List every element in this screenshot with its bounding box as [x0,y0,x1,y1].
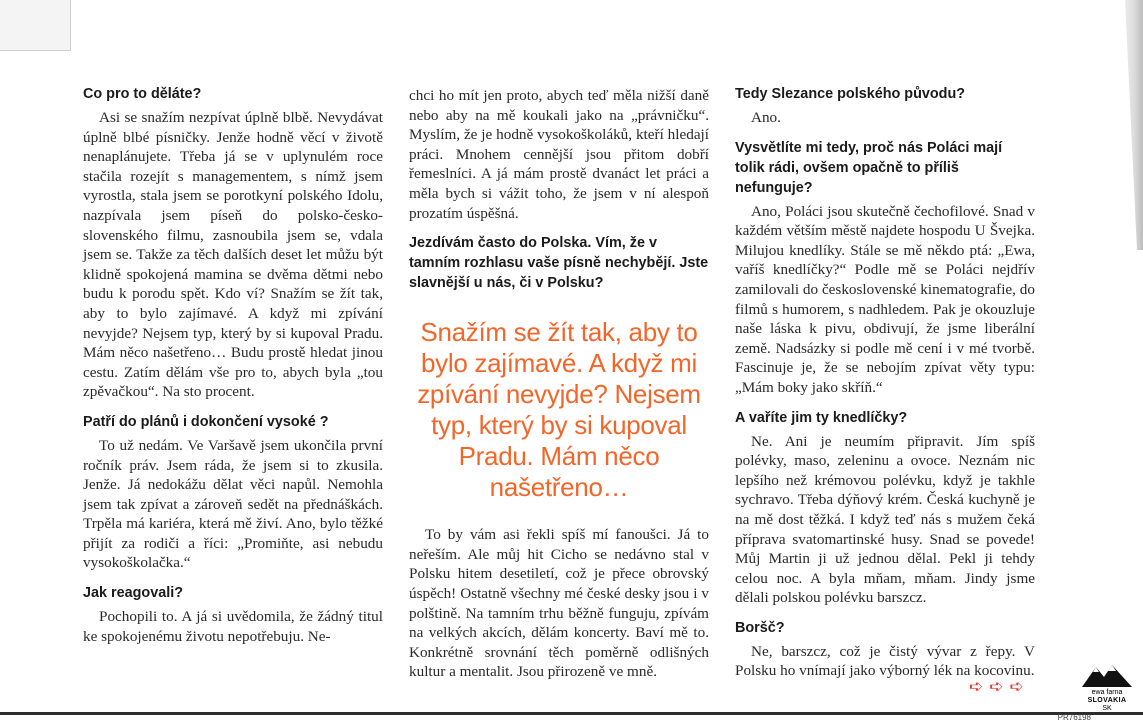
question-heading: Patří do plánů i dokončení vysoké ? [83,413,329,430]
answer-paragraph: Ne, barszcz, což je čistý vývar z řepy. V Polsku ho vnímají jako výborný lék na kocovinu. [735,642,1035,680]
page-code: PR76198 [1057,713,1091,722]
answer-paragraph: Pochopili to. A já si uvědomila, že žádný titul ke spokojenému životu nepotřebuju. Ne- [83,608,383,645]
question-heading: Boršč? [735,619,785,636]
question-heading: Co pro to děláte? [83,86,202,102]
question-heading: Jezdívám často do Polska. Vím, že v tamním rozhlasu vaše písně nechybějí. Jste slavnější u nás, či v Polsku? [409,235,709,292]
answer-paragraph: To už nedám. Ve Varšavě jsem ukončila první ročník práv. Jsem ráda, že jsem si to zkusila. Jenže. Já nedokážu dělat věci napůl. Nemohla jsem tak zpívat a zároveň sedět na přednáškách. Trpěla má kariéra, která mě živí. Ano, bylo těžké přijít za rodiči a říci: „Promiňte, asi nebudu vysokoškolačka.“ [83,436,383,572]
answer-paragraph: Ano. [751,109,781,126]
answer-paragraph: To by vám asi řekli spíš mí fanoušci. Já to neřeším. Ale můj hit Cicho se nedávno stal v Polsku hitem desetiletí, což je přece obrovský úspěch! Ostatně všechny mé české desky jsou i v polštině. Na tamním trhu běžně funguju, zpívám na velkých akcích, dělám koncerty. Baví mě to. Konkrétně srovnání těch poměrně odlišných kultur a mentalit. Jsou přirozeně ve mně. [409,526,709,681]
continue-arrows-icon: ➪➪➪ [969,677,1030,696]
question-heading: A vaříte jim ty knedlíčky? [735,409,908,426]
photo-corner-top-left [0,0,71,51]
question-heading: Tedy Slezance polského původu? [735,86,966,102]
photo-edge-right [1113,0,1143,250]
logo-code: SK [1102,705,1112,712]
logo-country: SLOVAKIA [1087,697,1127,704]
column-1 [83,84,383,656]
pull-quote: Snažím se žít tak, aby to bylo zajímavé. A když mi zpívání nevyjde? Nejsem typ, který by si kupoval Pradu. Mám něco našetřeno… [417,317,701,503]
column-2 [409,86,709,692]
answer-paragraph: Ano, Poláci jsou skutečně čechofilové. Snad v každém větším městě najdete hospodu U Švejka. Milujou knedlíky. Stále se mě někdo ptá: „Ewa, vaříš knedlíčky?“ Podle mě se Poláci nejdřív zamilovali do československé kinematografie, do filmů s humorem, s nadhledem. Pak je okouzluje naše láska k pivu, obdivují, že jsme liberální země. Nadsázky si podle mě cení i v mé tvorbě. Fascinuje je, že se nebojím zpívat věty typu: „Mám boky jako skříň.“ [735,202,1035,396]
column-3 [735,84,1035,691]
answer-paragraph: chci ho mít jen proto, abych teď měla nižší daně nebo aby na mě koukali jako na „právničku“. Myslím, že je hodně vysokoškoláků, kteří hledají práci. Mnohem cennější jsou přitom dobří řemeslníci. A já mám prostě dvanáct let práci a měla bych si vážit toho, že jsem v ní alespoň prozatím úspěšná. [409,87,709,222]
logo-name: ewa farna [1091,689,1123,696]
footer-rule [0,712,1143,715]
answer-paragraph: Asi se snažím nezpívat úplně blbě. Nevydávat úplně blbé písničky. Jenže hodně věcí v životě nenaplánujete. Třeba já se v uplynulém roce stačila rozejít s managementem, s nímž jsem vyrostla, stala jsem se porotkyní polského Idolu, nazpívala jsem píseň do polsko-česko-slovenského filmu, zasnoubila jsem se, vdala jsem se. Takže za těch dalších deset let můžu být klidně spokojená mamina se dvěma dětmi nebo budu k porodu spět. Kdo ví? Snažím se žít tak, aby to bylo zajímavé. A když mi zpívání nevyjde? Nejsem typ, který by si kupoval Pradu. Mám něco našetřeno… Budu prostě hledat jinou cestu. Zatím dělám vše pro to, abych byla „tou zpěvačkou“. Na sto procent. [83,109,383,401]
answer-paragraph: Ne. Ani je neumím připravit. Jím spíš polévky, maso, zeleninu a ovoce. Neznám nic lepšího než krémovou polévku, když je takhle sychravo. Třeba dýňový krém. Česká kuchyně je na mě dost těžká. I když teď nás s mužem čeká příprava svatomartinské husy. Snad se povede! Můj Martin ji už jednou dělal. Pekl ji tehdy celou noc. A byla mňam, mňam. Jindy jsme dělali polskou polévku barszcz. [735,432,1035,607]
brand-logo-text [1078,689,1136,713]
question-heading: Vysvětlíte mi tedy, proč nás Poláci mají tolik rádi, ovšem opačně to příliš nefunguje? [735,139,1003,196]
question-heading: Jak reagovali? [83,585,183,602]
